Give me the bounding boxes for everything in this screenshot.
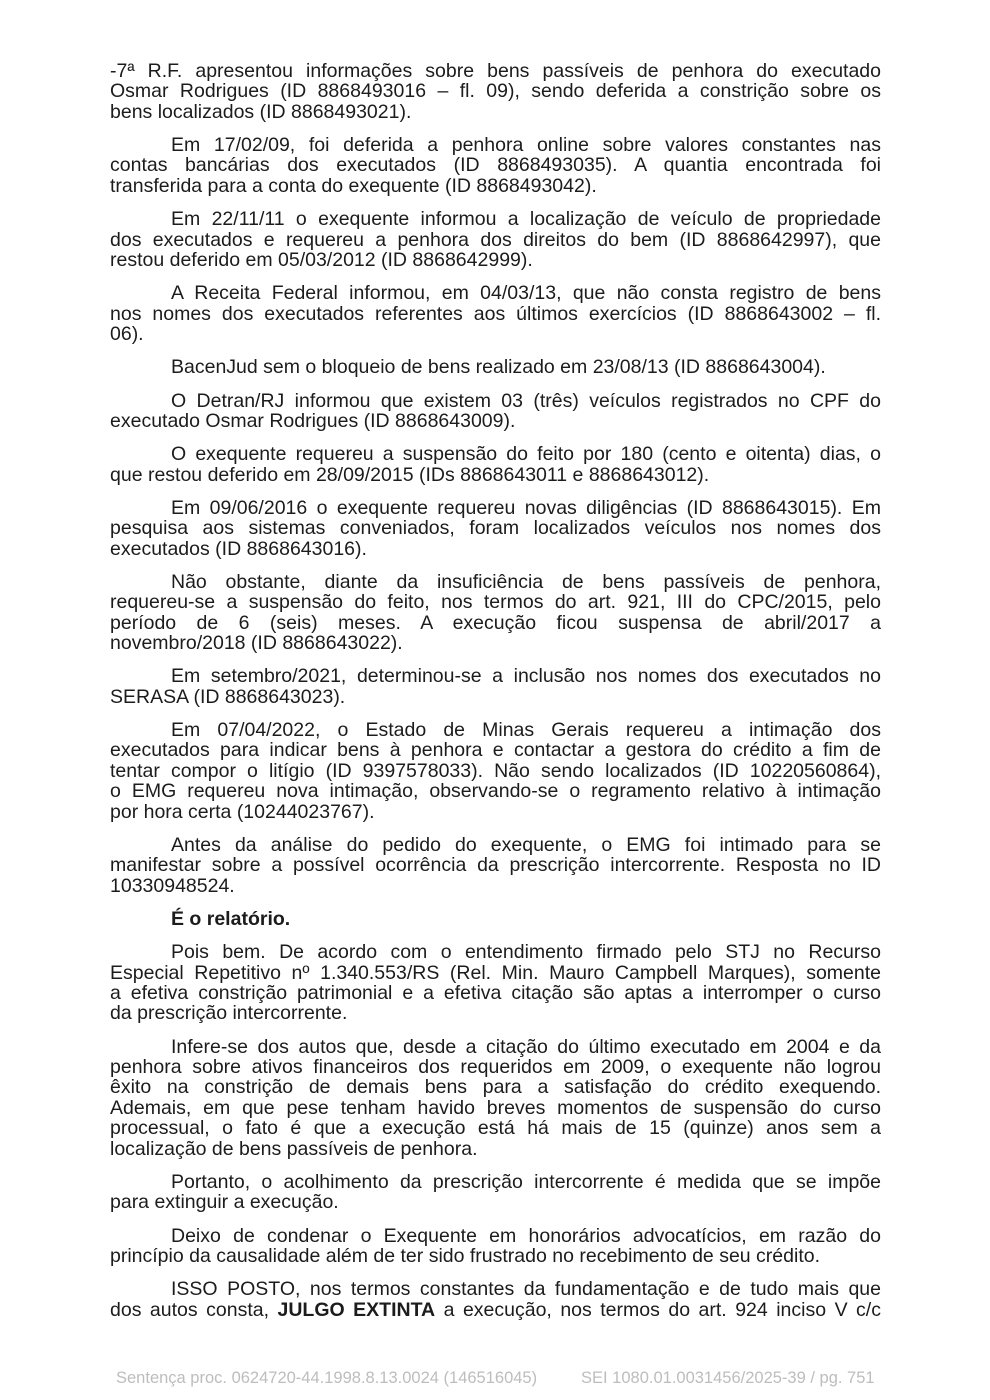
paragraph-line: Osmar Rodrigues (ID 8868493016 – fl. 09), sendo deferida a constrição sobre os [110, 80, 881, 103]
footer-process-reference: Sentença proc. 0624720-44.1998.8.13.0024 (146516045) [116, 1369, 538, 1387]
background-paragraph [110, 283, 881, 344]
paragraph-line: que restou deferido em 28/09/2015 (IDs 8868643011 e 8868643012). [110, 463, 710, 486]
paragraph-line: nos nomes dos executados referentes aos últimos exercícios (ID 8868643002 – fl. [110, 302, 881, 325]
paragraph-line: requereu-se a suspensão do feito, nos termos do art. 921, III do CPC/2015, pelo [110, 591, 881, 614]
paragraph-line: tentar compor o litígio (ID 9397578033). Não sendo localizados (ID 10220560864), [110, 759, 881, 782]
paragraph-line: Em 09/06/2016 o exequente requereu novas diligências (ID 8868643015). Em [171, 496, 881, 519]
paragraph-line: Especial Repetitivo nº 1.340.553/RS (Rel. Min. Mauro Campbell Marques), somente [110, 961, 881, 984]
paragraph-line: processual, o fato é que a execução está há mais de 15 (quinze) anos sem a [110, 1117, 881, 1140]
line-text: a execução, nos termos do art. 924 inciso V c/c [435, 1298, 881, 1321]
paragraph-line: penhora sobre ativos financeiros dos requeridos em 2009, o exequente não logrou [110, 1056, 881, 1079]
footer-sei-reference: SEI 1080.01.0031456/2025-39 / pg. 751 [581, 1369, 875, 1387]
paragraph-line: manifestar sobre a possível ocorrência da prescrição intercorrente. Resposta no ID [110, 854, 881, 877]
paragraph-line: -7ª R.F. apresentou informações sobre bens passíveis de penhora do executado [110, 60, 881, 82]
reasoning-paragraph [110, 1172, 881, 1213]
paragraph-line: êxito na constrição de demais bens para a satisfação do crédito exequendo. [110, 1076, 881, 1099]
paragraph-line: Pois bem. De acordo com o entendimento firmado pelo STJ no Recurso [171, 941, 881, 964]
paragraph-line: para extinguir a execução. [110, 1191, 339, 1214]
paragraph-line: BacenJud sem o bloqueio de bens realizado em 23/08/13 (ID 8868643004). [171, 356, 826, 379]
paragraph-line: ISSO POSTO, nos termos constantes da fundamentação e de tudo mais que [171, 1278, 881, 1301]
background-paragraph [110, 61, 881, 122]
paragraph-line: Não obstante, diante da insuficiência de bens passíveis de penhora, [171, 570, 881, 593]
reasoning-paragraph [110, 1037, 881, 1159]
report-heading: É o relatório. [171, 907, 291, 930]
paragraph-line: Deixo de condenar o Exequente em honorários advocatícios, em razão do [171, 1224, 881, 1247]
paragraph-line: Em 17/02/09, foi deferida a penhora online sobre valores constantes nas [171, 134, 881, 157]
ruling-paragraph [110, 1279, 881, 1320]
paragraph-line: Em 07/04/2022, o Estado de Minas Gerais requereu a intimação dos [171, 719, 881, 742]
paragraph-line: 10330948524. [110, 874, 235, 897]
paragraph-line: Infere-se dos autos que, desde a citação do último executado em 2004 e da [171, 1035, 881, 1058]
paragraph-line: o EMG requereu nova intimação, observando-se o regramento relativo à intimação [110, 780, 881, 803]
paragraph-line: dos executados e requereu a penhora dos direitos do bem (ID 8868642997), que [110, 228, 881, 251]
background-paragraph [110, 572, 881, 654]
report-heading-paragraph [110, 909, 881, 929]
paragraph-line: Em 22/11/11 o exequente informou a localização de veículo de propriedade [171, 208, 881, 231]
paragraph-line: bens localizados (ID 8868493021). [110, 100, 412, 123]
background-paragraph [110, 720, 881, 822]
reasoning-paragraph [110, 942, 881, 1024]
background-paragraph [110, 498, 881, 559]
paragraph-line: transferida para a conta do exequente (ID 8868493042). [110, 174, 597, 197]
paragraph-line: localização de bens passíveis de penhora. [110, 1137, 478, 1160]
paragraph-line: período de 6 (seis) meses. A execução ficou suspensa de abril/2017 a [110, 611, 881, 634]
paragraph-line: O exequente requereu a suspensão do feito por 180 (cento e oitenta) dias, o [171, 443, 881, 466]
paragraph-line: princípio da causalidade além de ter sido frustrado no recebimento de seu crédito. [110, 1245, 820, 1267]
paragraph-line: executados (ID 8868643016). [110, 537, 367, 560]
paragraph-line: Em setembro/2021, determinou-se a inclusão nos nomes dos executados no [171, 665, 881, 688]
background-paragraph [110, 666, 881, 707]
paragraph-line: A Receita Federal informou, em 04/03/13, que não consta registro de bens [171, 282, 881, 305]
background-paragraph [110, 135, 881, 196]
paragraph-line: O Detran/RJ informou que existem 03 (três) veículos registrados no CPF do [171, 389, 881, 412]
paragraph-line: Ademais, em que pese tenham havido breves momentos de suspensão do curso [110, 1096, 881, 1119]
paragraph-line: a efetiva constrição patrimonial e a efetiva citação são aptas a interromper o curso [110, 982, 881, 1005]
paragraph-line: Antes da análise do pedido do exequente, o EMG foi intimado para se [171, 833, 881, 856]
background-paragraph [110, 209, 881, 270]
background-paragraph [110, 357, 881, 377]
background-paragraph [110, 444, 881, 485]
line-text: dos autos consta, [110, 1298, 278, 1321]
paragraph-line: pesquisa aos sistemas conveniados, foram localizados veículos nos nomes dos [110, 517, 881, 540]
paragraph-line: contas bancárias dos executados (ID 8868493035). A quantia encontrada foi [110, 154, 881, 177]
paragraph-line: executados para indicar bens à penhora e contactar a gestora do crédito a fim de [110, 739, 881, 762]
paragraph-line: restou deferido em 05/03/2012 (ID 8868642999). [110, 248, 533, 271]
paragraph-line: da prescrição intercorrente. [110, 1002, 348, 1025]
paragraph-line: novembro/2018 (ID 8868643022). [110, 632, 403, 655]
document-body [110, 61, 881, 1333]
paragraph-line: 06). [110, 322, 144, 345]
paragraph-line: por hora certa (10244023767). [110, 800, 375, 823]
paragraph-line: SERASA (ID 8868643023). [110, 685, 346, 708]
paragraph-line [110, 1300, 881, 1320]
paragraph-line: executado Osmar Rodrigues (ID 8868643009). [110, 409, 516, 432]
background-paragraph [110, 391, 881, 432]
paragraph-line: Portanto, o acolhimento da prescrição intercorrente é medida que se impõe [171, 1170, 881, 1193]
background-paragraph [110, 835, 881, 896]
reasoning-paragraph [110, 1226, 881, 1267]
ruling-emphasis: JULGO EXTINTA [277, 1298, 436, 1321]
